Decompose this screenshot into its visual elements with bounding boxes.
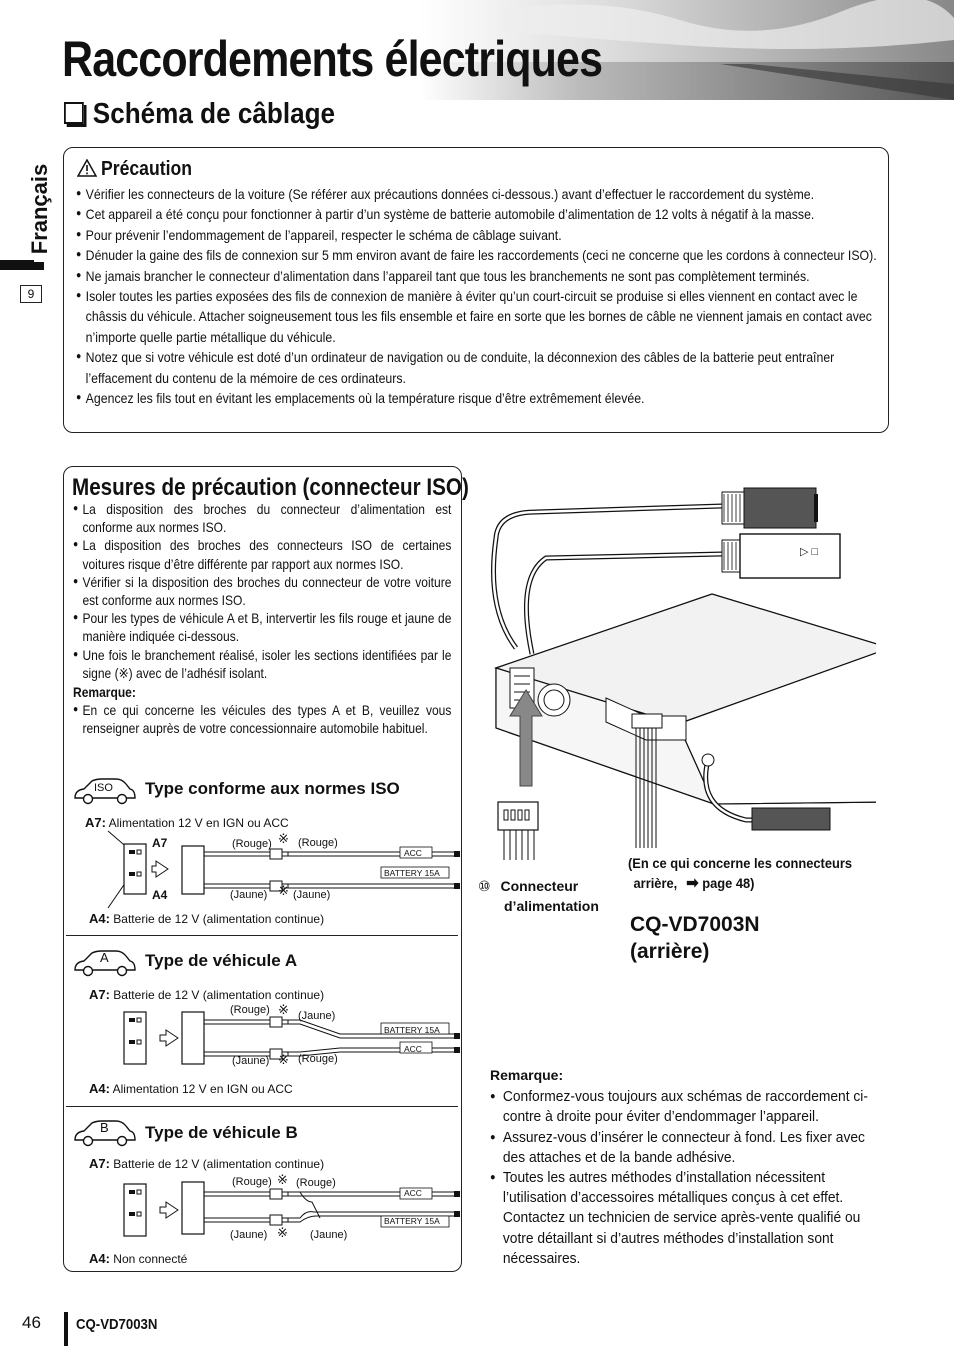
wire-label: (Jaune) <box>298 1010 336 1022</box>
insulate-mark: ※ <box>278 831 289 846</box>
a4-text: Alimentation 12 V en IGN ou ACC <box>112 1082 293 1096</box>
iso-remark-label: Remarque: <box>73 684 136 701</box>
list-item: ● Isoler toutes les parties exposées des fils de connexion de manière à éviter qu’un court-circuit se produise si elles viennent en contact avec le châssis du véhicule. Attacher soigneusement tous les fils ensemble et faire en sorte que les bornes de câble ne viennent jamais en contact avec n’importe quelle partie métallique du véhicule. <box>76 286 881 347</box>
wire-tag-bottom: ACC <box>404 1044 422 1054</box>
wire-label: (Jaune) <box>230 1229 268 1241</box>
rear-note-line1: (En ce qui concerne les connecteurs <box>628 855 853 871</box>
type-b-badge: B <box>100 1120 109 1135</box>
rear-connectors-note <box>628 853 852 894</box>
a7-label: A7: <box>85 815 106 830</box>
warning-triangle-icon <box>77 159 97 177</box>
insulate-mark: ※ <box>278 1052 289 1067</box>
list-item: ● Agencez les fils tout en évitant les emplacements où la température risque d’être extrêmement élevée. <box>76 388 881 408</box>
wire-label: (Jaune) <box>293 889 331 901</box>
footer-model: CQ-VD7003N <box>76 1316 158 1333</box>
wire-label: (Jaune) <box>230 889 268 901</box>
wire-tag-bottom: BATTERY 15A <box>384 1216 440 1226</box>
list-item: ● Une fois le branchement réalisé, isoler les sections identifiées par le signe (※) avec de l’adhésif isolant. <box>73 646 451 682</box>
list-item: ● Cet appareil a été conçu pour fonctionner à partir d’un système de batterie automobile d’alimentation de 12 volts à négatif à la masse. <box>76 204 881 224</box>
type-a-a4-desc <box>89 1081 293 1096</box>
wire-tag-top: BATTERY 15A <box>384 1025 440 1035</box>
divider <box>66 935 458 936</box>
language-label: Français <box>27 163 52 255</box>
page-title: Raccordements électriques <box>62 31 603 87</box>
rear-note-line2: arrière, <box>633 875 678 891</box>
wire-label: (Rouge) <box>230 1004 270 1016</box>
power-connector-icon <box>494 796 544 866</box>
wire-label: (Rouge) <box>298 837 338 849</box>
section-title-text: Schéma de câblage <box>92 98 336 130</box>
connector-number: ⑩ <box>478 878 491 894</box>
a4-label: A4: <box>89 1081 110 1096</box>
a4-text: Batterie de 12 V (alimentation continue) <box>113 912 325 926</box>
unit-model-side: (arrière) <box>630 940 710 963</box>
type-a-badge: A <box>100 950 109 965</box>
a7-text: Batterie de 12 V (alimentation continue) <box>113 1157 325 1171</box>
unit-model-name: CQ-VD7003N <box>630 913 760 936</box>
type-b-a7-desc <box>89 1156 324 1171</box>
right-arrow-icon: ➡ <box>686 875 699 892</box>
right-remark-label: Remarque: <box>490 1067 564 1083</box>
wire-label: (Jaune) <box>232 1055 270 1067</box>
right-remark <box>490 1065 890 1269</box>
rear-note-page-link[interactable]: page 48) <box>702 875 755 891</box>
language-tab-bar <box>0 262 44 270</box>
insulate-mark: ※ <box>278 1002 289 1017</box>
a4-text: Non connecté <box>113 1252 188 1266</box>
a7-label: A7: <box>89 1156 110 1171</box>
wire-label: (Rouge) <box>232 838 272 850</box>
list-item: ● Vérifier si la disposition des broches du connecteur de votre voiture est conforme aux normes ISO. <box>73 573 451 609</box>
precaution-title: Précaution <box>101 158 193 180</box>
type-b-a4-desc <box>89 1251 187 1266</box>
list-item: ● Dénuder la gaine des fils de connexion sur 5 mm environ avant de faire les raccordements (ceci ne concerne que les cordons à connecteur ISO). <box>76 245 881 265</box>
list-item: ● La disposition des broches des connecteurs ISO de certaines voitures risque d’être différente par rapport aux normes ISO. <box>73 536 451 572</box>
wire-tag-top: ACC <box>404 848 422 858</box>
section-title <box>64 98 335 131</box>
iso-section-body <box>73 500 451 738</box>
wire-label: (Rouge) <box>232 1176 272 1188</box>
pin-a7-label: A7 <box>152 836 168 850</box>
a7-text: Batterie de 12 V (alimentation continue) <box>113 988 325 1002</box>
wire-label: (Rouge) <box>298 1053 338 1065</box>
iso-badge: ISO <box>94 782 113 794</box>
wire-tag-top: ACC <box>404 1188 422 1198</box>
chapter-number: 9 <box>20 285 42 303</box>
wire-label: (Rouge) <box>296 1177 336 1189</box>
connector-label-line1: Connecteur <box>500 878 579 894</box>
iso-type-title: Type conforme aux normes ISO <box>145 779 400 798</box>
list-item: ● La disposition des broches du connecteur d’alimentation est conforme aux normes ISO. <box>73 500 451 536</box>
list-item: ● Vérifier les connecteurs de la voiture (Se référer aux précautions données ci-dessous.) avant d’effectuer le raccordement du système. <box>76 184 881 204</box>
unit-model <box>630 911 760 965</box>
list-item: ● Pour prévenir l’endommagement de l’appareil, respecter le schéma de câblage suivant. <box>76 225 881 245</box>
pin-a4-label: A4 <box>152 888 168 902</box>
insulate-mark: ※ <box>277 1225 288 1240</box>
divider <box>66 1106 458 1107</box>
precaution-header <box>77 158 205 181</box>
list-item: ● Conformez-vous toujours aux schémas de raccordement ci-contre à droite pour éviter d’endommager l’appareil. <box>490 1087 886 1127</box>
type-a-title: Type de véhicule A <box>145 951 298 970</box>
list-item: ● Notez que si votre véhicule est doté d’un ordinateur de navigation ou de conduite, la déconnexion des câbles de la batterie peut entraîner l’effacement du contenu de la mémoire de ces ordinateurs. <box>76 347 881 388</box>
list-item: ● Pour les types de véhicule A et B, intervertir les fils rouge et jaune de manière indiquée ci-dessous. <box>73 609 451 645</box>
wire-tag-bottom: BATTERY 15A <box>384 868 440 878</box>
page-number: 46 <box>22 1313 41 1332</box>
a4-label: A4: <box>89 911 110 926</box>
power-connector-label <box>478 876 599 916</box>
wire-label: (Jaune) <box>310 1229 348 1241</box>
cable-symbols: ▷ □ <box>800 546 819 558</box>
list-item: ● Ne jamais brancher le connecteur d’alimentation dans l’appareil tant que tous les branchements ne sont pas complètement terminés. <box>76 266 881 286</box>
a7-text: Alimentation 12 V en IGN ou ACC <box>108 816 289 830</box>
precaution-list <box>76 184 881 408</box>
checkbox-square-icon <box>64 102 84 124</box>
iso-section-title: Mesures de précaution (connecteur ISO) <box>72 474 469 501</box>
insulate-mark: ※ <box>278 883 289 898</box>
list-item: ● En ce qui concerne les véicules des types A et B, veuillez vous renseigner auprès de votre concessionnaire automobile habituel. <box>73 701 451 737</box>
a7-label: A7: <box>89 987 110 1002</box>
type-b-title: Type de véhicule B <box>145 1123 298 1142</box>
footer-bar <box>64 1312 68 1346</box>
list-item: ● Assurez-vous d’insérer le connecteur à fond. Les fixer avec des attaches et de la bande adhésive. <box>490 1128 886 1168</box>
language-tab <box>26 160 52 260</box>
iso-a4-desc <box>89 911 324 926</box>
connector-label-line2: d’alimentation <box>504 898 599 914</box>
a4-label: A4: <box>89 1251 110 1266</box>
list-item: ● Toutes les autres méthodes d’installation nécessitent l’utilisation d’accessoires métalliques conçus à cet effet. Contactez un technicien de service après-vente qualifié ou votre détaillant si d’autres méthodes d’installation sont nécessaires. <box>490 1168 886 1269</box>
insulate-mark: ※ <box>277 1172 288 1187</box>
